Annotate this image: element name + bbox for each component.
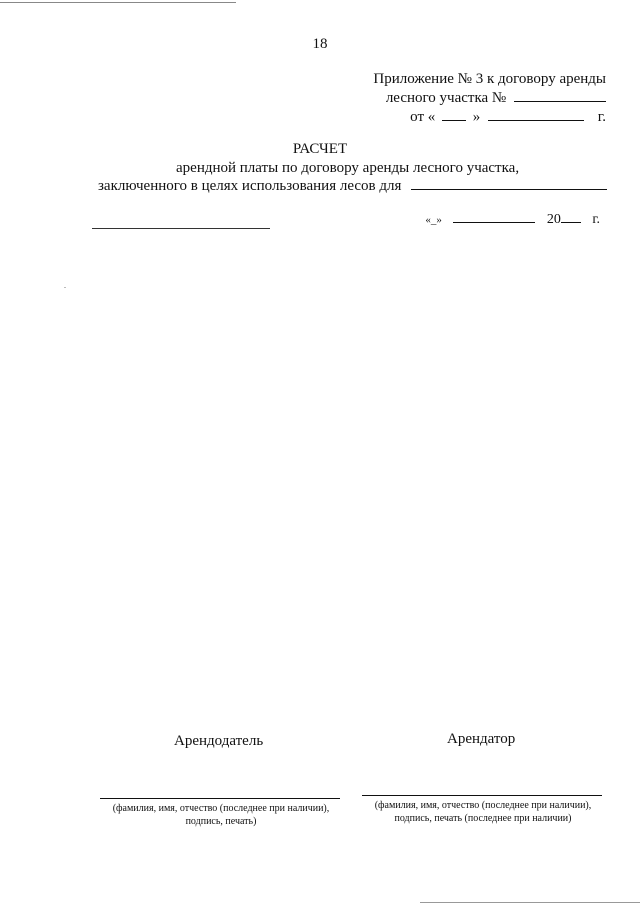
date-year-blank[interactable]	[561, 210, 581, 223]
appendix-line-3	[373, 108, 606, 127]
lessee-signature-line[interactable]	[362, 795, 602, 796]
date-day-quote: «_»	[425, 214, 442, 226]
page-number: 18	[312, 36, 328, 52]
lessor-label: Арендодатель	[174, 733, 264, 749]
lessor-caption-line-1: (фамилия, имя, отчество (последнее при наличии),	[112, 803, 330, 814]
appendix-from-label: от «	[410, 109, 436, 125]
subtitle-line-2	[98, 177, 607, 195]
plot-number-blank[interactable]	[514, 89, 606, 102]
date-year-suffix: г.	[592, 212, 600, 227]
lessor-signature-line[interactable]	[100, 798, 340, 799]
lessor-signature-caption	[96, 802, 346, 828]
date-year-prefix: 20	[546, 212, 561, 227]
subtitle-line-1: арендной платы по договору аренды лесного участка,	[176, 160, 520, 176]
appendix-year-suffix: г.	[597, 109, 606, 125]
lessee-signature-caption	[352, 799, 614, 825]
date-month-blank[interactable]	[453, 210, 535, 223]
date-line	[425, 210, 600, 228]
appendix-quote-close: »	[472, 109, 481, 125]
place-blank[interactable]	[92, 228, 270, 229]
month-year-blank[interactable]	[488, 108, 584, 121]
day-blank[interactable]	[442, 108, 466, 121]
top-edge-rule	[0, 2, 236, 3]
appendix-plot-label: лесного участка №	[385, 90, 507, 106]
lessor-caption-line-2: подпись, печать)	[185, 816, 257, 827]
lessee-label: Арендатор	[447, 731, 516, 747]
document-title: РАСЧЕТ	[292, 141, 348, 157]
bottom-edge-rule	[420, 902, 640, 903]
purpose-blank[interactable]	[411, 177, 607, 190]
scan-speck	[64, 287, 66, 288]
lessee-caption-line-2: подпись, печать (последнее при наличии)	[394, 813, 572, 824]
subtitle-line-2-text: заключенного в целях использования лесов для	[98, 178, 402, 194]
appendix-line-1: Приложение № 3 к договору аренды	[373, 71, 606, 87]
appendix-header	[373, 70, 606, 127]
lessee-caption-line-1: (фамилия, имя, отчество (последнее при наличии),	[374, 800, 592, 811]
appendix-line-2	[373, 89, 606, 108]
